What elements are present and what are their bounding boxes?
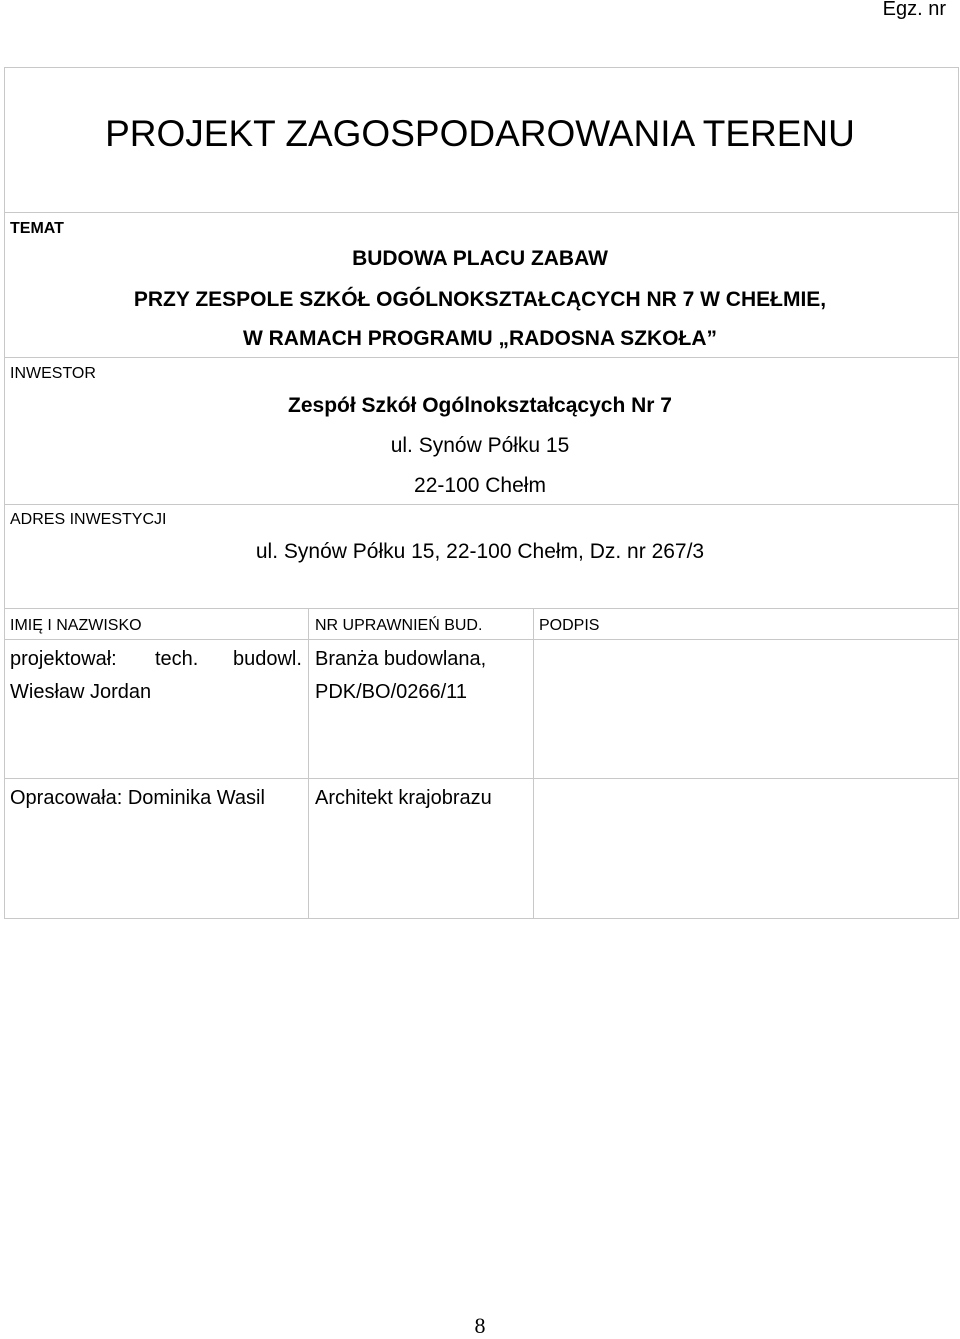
divider-address xyxy=(4,608,959,609)
page-number: 8 xyxy=(474,1313,486,1338)
header-signature: PODPIS xyxy=(539,617,600,634)
investor-name: Zespół Szkół Ogólnokształcących Nr 7 xyxy=(288,394,672,417)
investment-address-label: ADRES INWESTYCJI xyxy=(10,511,167,528)
preparer-signature-cell xyxy=(534,779,958,918)
designer-name: Wiesław Jordan xyxy=(10,681,152,703)
designer-title-word-2: budowl. xyxy=(233,648,302,670)
header-license: NR UPRAWNIEŃ BUD. xyxy=(315,617,483,634)
designer-license-number: PDK/BO/0266/11 xyxy=(315,681,467,703)
designer-role-word: projektował: xyxy=(10,648,117,670)
subject-line-3: W RAMACH PROGRAMU „RADOSNA SZKOŁA” xyxy=(242,327,718,350)
subject-label: TEMAT xyxy=(10,220,64,237)
subject-line-2: PRZY ZESPOLE SZKÓŁ OGÓLNOKSZTAŁCĄCYCH NR 7 W CHEŁMIE, xyxy=(133,288,827,311)
copy-number-label: Egz. nr xyxy=(882,0,946,20)
divider-subject xyxy=(4,357,959,358)
document-title: PROJEKT ZAGOSPODAROWANIA TERENU xyxy=(105,113,855,154)
preparer-role: Architekt krajobrazu xyxy=(315,787,492,809)
divider-title xyxy=(4,212,959,213)
subject-line-1: BUDOWA PLACU ZABAW xyxy=(352,247,608,270)
preparer-name: Opracowała: Dominika Wasil xyxy=(10,787,265,809)
designer-title-word-1: tech. xyxy=(155,648,199,670)
designer-specialty: Branża budowlana, xyxy=(315,648,487,670)
investor-label: INWESTOR xyxy=(10,365,96,382)
designer-signature-cell xyxy=(534,640,958,778)
investor-city: 22-100 Chełm xyxy=(414,474,546,497)
column-divider-1 xyxy=(308,608,309,919)
investment-address-value: ul. Synów Półku 15, 22-100 Chełm, Dz. nr 267/3 xyxy=(255,540,705,563)
header-name: IMIĘ I NAZWISKO xyxy=(10,617,142,634)
divider-investor xyxy=(4,504,959,505)
investor-street: ul. Synów Półku 15 xyxy=(390,434,570,457)
